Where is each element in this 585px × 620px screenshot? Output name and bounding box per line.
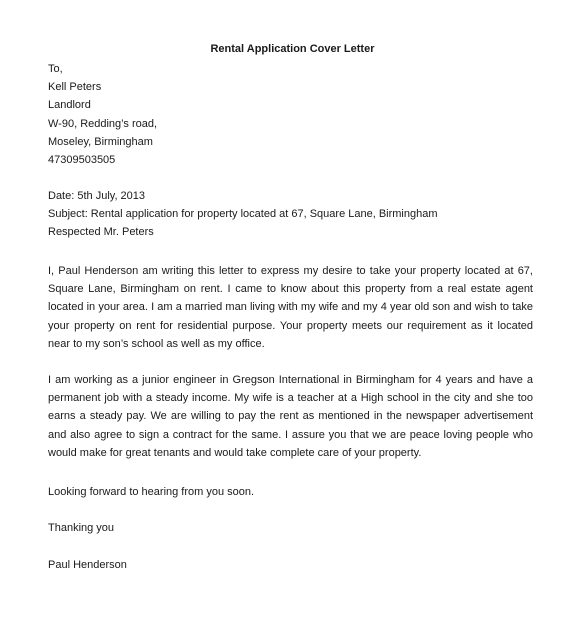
body-paragraph-1: I, Paul Henderson am writing this letter to express my desire to take your property located at 67, Square Lane, Birmingham on rent. I came to know about this property from a real estate agent located in your area. I am a married man living with my wife and my 4 year old son and wish to take your property on rent for residential purpose. Your property meets our requirement as it located near to my son’s school as well as my office. bbox=[48, 265, 533, 350]
closing-line: Looking forward to hearing from you soon. bbox=[48, 486, 255, 498]
address-line: 47309503505 bbox=[48, 154, 116, 167]
recipient-address bbox=[48, 60, 533, 169]
sign-off: Thanking you bbox=[48, 522, 115, 534]
address-line: Moseley, Birmingham bbox=[48, 135, 153, 148]
signature-name: Paul Henderson bbox=[48, 559, 127, 571]
letter-salutation: Respected Mr. Peters bbox=[48, 226, 154, 239]
address-line: Kell Peters bbox=[48, 81, 102, 94]
letter-meta bbox=[48, 187, 533, 242]
body-paragraph-2: I am working as a junior engineer in Gregson International in Birmingham for 4 years and have a permanent job with a steady income. My wife is a teacher at a High school in the city and she too earns a steady pay. We are willing to pay the rent as mentioned in the newspaper advertisement and also agree to sign a contract for the same. I assure you that we are peace loving people who would make for great tenants and would take complete care of your property. bbox=[48, 374, 533, 459]
letter-subject: Subject: Rental application for property located at 67, Square Lane, Birmingham bbox=[48, 208, 438, 221]
address-line: To, bbox=[48, 63, 63, 75]
letter-date: Date: 5th July, 2013 bbox=[48, 190, 146, 202]
address-line: Landlord bbox=[48, 99, 91, 112]
address-line: W-90, Redding’s road, bbox=[48, 117, 158, 130]
letter-title: Rental Application Cover Letter bbox=[210, 43, 375, 55]
